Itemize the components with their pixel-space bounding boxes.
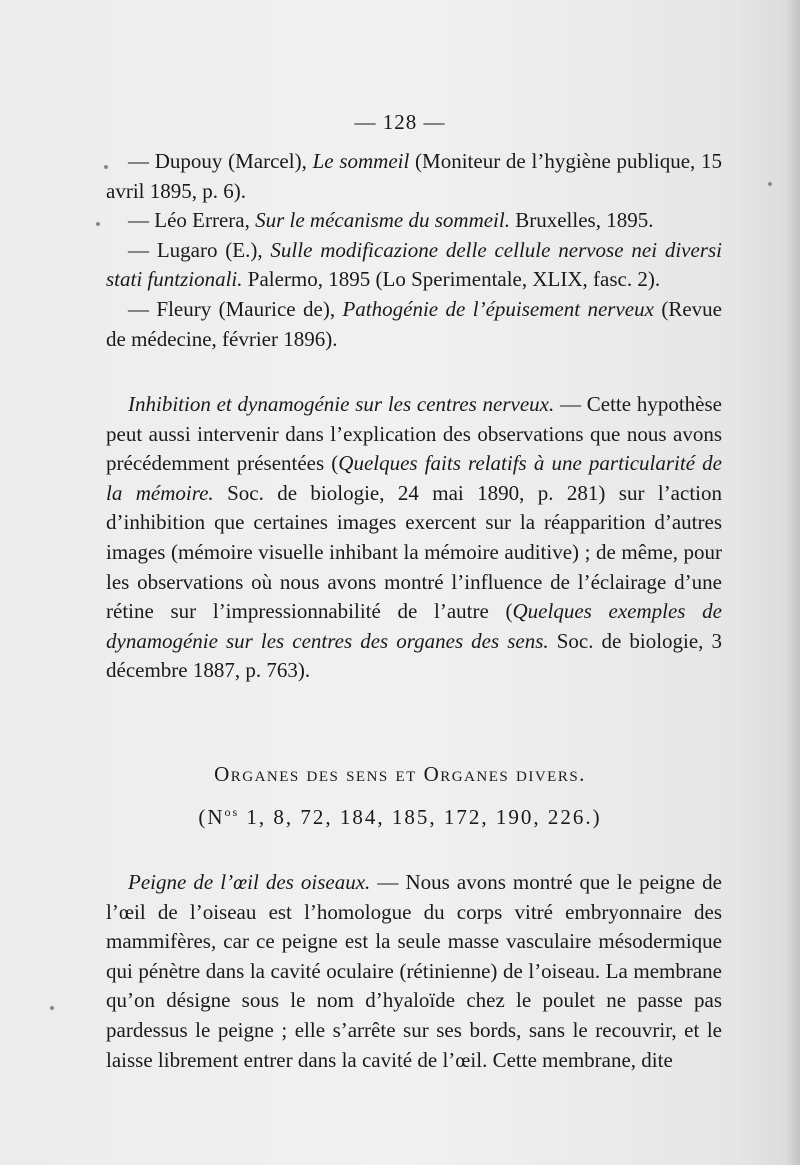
print-speck (50, 1006, 54, 1010)
paragraph-peigne: Peigne de l’œil des oiseaux. — Nous avons montré que le peigne de l’œil de l’oiseau est l’homologue du corps vitré embryonnaire des mammifères, car ce peigne est la seule masse vasculaire mésodermique qui pénètre dans la cavité oculaire (rétinienne) de l’oiseau. La membrane qu’on désigne sous le nom d’hyaloïde chez le poulet ne passe pas pardessus le peigne ; elle s’arrête sur ses bords, sans le recouvrir, et le laisse librement entrer dans la cavité de l’œil. Cette membrane, dite (106, 870, 722, 1072)
paragraph-heading: Peigne de l’œil des oiseaux. (128, 870, 371, 894)
print-speck (96, 222, 100, 226)
bib-entry-dupouy: — Dupouy (Marcel), Le sommeil (Moniteur de l’hygiène publique, 15 avril 1895, p. 6). (106, 149, 722, 203)
citation: Quelques exemples de dynamogénie sur les centres des organes des sens. (106, 599, 722, 653)
bib-entry-lugaro: — Lugaro (E.), Sulle modificazione delle cellule nervose nei diversi stati funtzionali. Palermo, 1895 (Lo Sperimentale, XLIX, fasc. 2). (106, 237, 722, 292)
section-numbers: ($N^{os}$ 1, 8, 72, 184, 185, 172, 190, 226.) (198, 805, 602, 829)
print-speck (768, 182, 772, 186)
citation: Quelques faits relatifs à une particularité de la mémoire. (106, 451, 722, 505)
page-edge-shadow (786, 0, 800, 1165)
page-number: — 128 — (354, 110, 446, 134)
bib-entry-fleury: — Fleury (Maurice de), Pathogénie de l’épuisement nerveux (Revue de médecine, février 1896). (106, 296, 722, 351)
print-speck (104, 165, 108, 169)
bib-entry-errera: — Léo Errera, Sur le mécanisme du sommeil. Bruxelles, 1895. (128, 208, 654, 233)
paragraph-heading: Inhibition et dynamogénie sur les centres nerveux. (128, 392, 555, 416)
section-title: Organes des sens et Organes divers. (214, 762, 586, 786)
bibliography-block (106, 147, 722, 354)
paragraph-inhibition: Inhibition et dynamogénie sur les centres nerveux. — Cette hypothèse peut aussi intervenir dans l’explication des observations que nous avons précédemment présentées (Quelques faits relatifs à une particularité de la mémoire. Soc. de biologie, 24 mai 1890, p. 281) sur l’action d’inhibition que certaines images exercent sur la réapparition d’autres images (mémoire visuelle inhibant la mémoire auditive) ; de même, pour les observations où nous avons montré l’influence de l’éclairage d’une rétine sur l’impressionnabilité de l’autre (Quelques exemples de dynamogénie sur les centres des organes des sens. Soc. de biologie, 3 décembre 1887, p. 763). (106, 392, 722, 683)
